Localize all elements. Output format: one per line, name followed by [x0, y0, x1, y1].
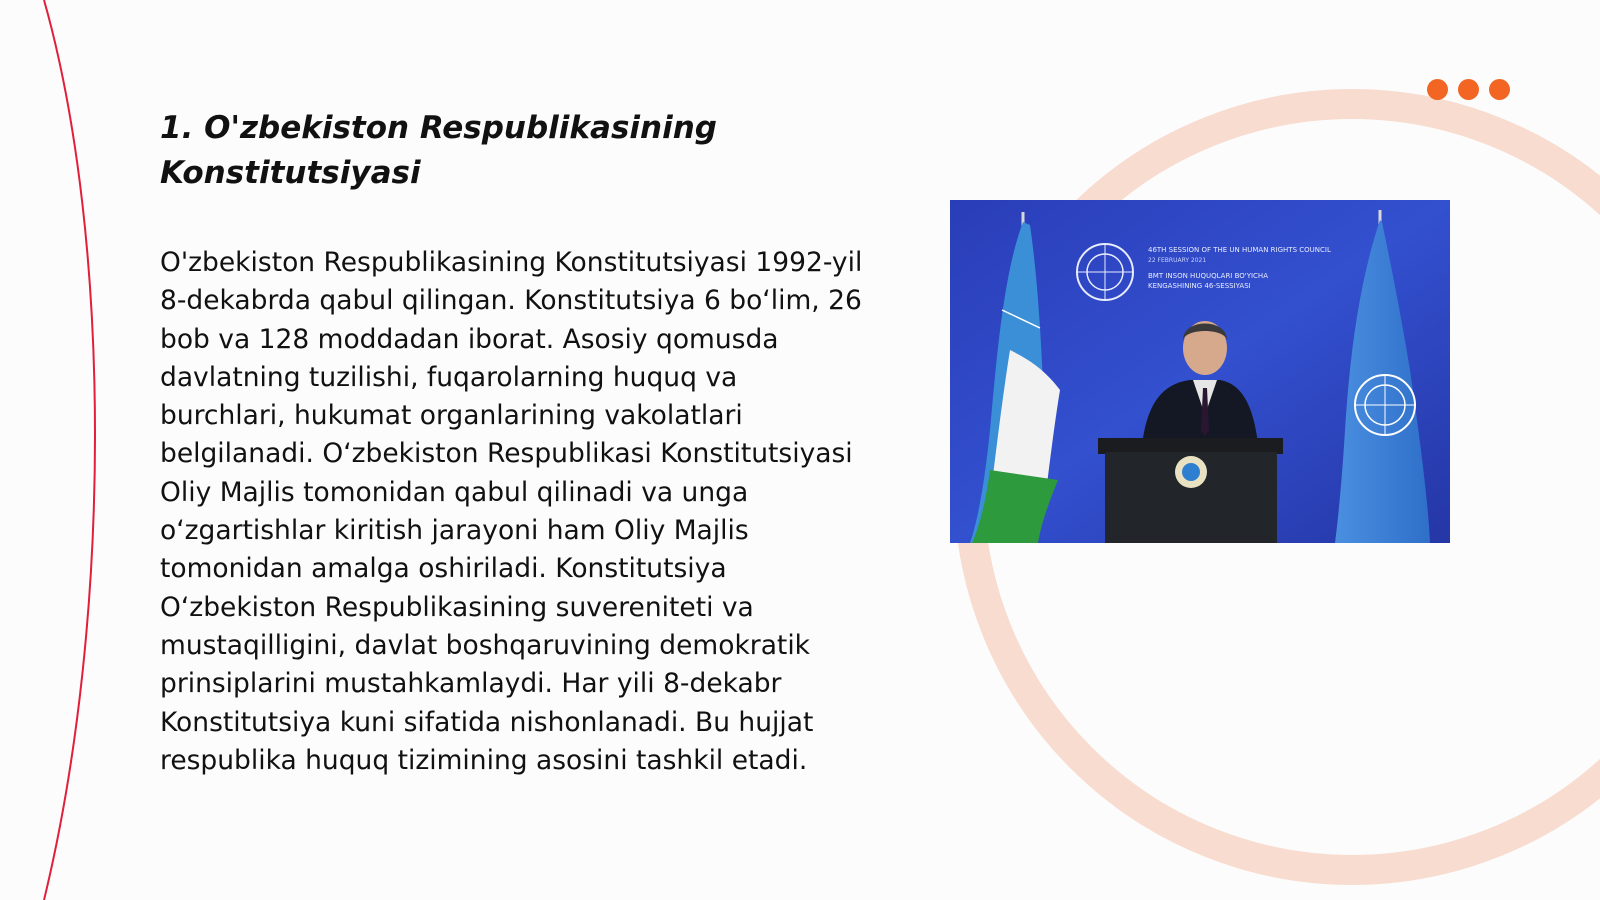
- un-emblem-icon: [1077, 244, 1133, 300]
- slide-body-text: O'zbekiston Respublikasining Konstitutsiyasi 1992-yil 8-dekabrda qabul qilingan. Konstitutsiya 6 bo‘lim, 26 bob va 128 moddadan iborat. Asosiy qomusda davlatning tuzilishi, fuqarolarning huquq va burchlari, hukumat organlarining vakolatlari belgilanadi. O‘zbekiston Respublikasi Konstitutsiyasi Oliy Majlis tomonidan qabul qilinadi va unga o‘zgartishlar kiritish jarayoni ham Oliy Majlis tomonidan amalga oshiriladi. Konstitutsiya O‘zbekiston Respublikasining suvereniteti va mustaqilligini, davlat boshqaruvining demokratik prinsiplarini mustahkamlaydi. Har yili 8-dekabr Konstitutsiya kuni sifatida nishonlanadi. Bu hujjat respublika huquq tizimining asosini tashkil etadi.: [160, 247, 863, 776]
- banner-line-1: 46TH SESSION OF THE UN HUMAN RIGHTS COUNCIL: [1148, 246, 1331, 254]
- more-dots-icon[interactable]: [1427, 79, 1510, 100]
- banner-line-2: 22 FEBRUARY 2021: [1148, 257, 1207, 264]
- podium: [1098, 438, 1283, 543]
- un-session-photo: [950, 200, 1450, 543]
- dot-2: [1458, 79, 1479, 100]
- dot-1: [1427, 79, 1448, 100]
- banner-line-3: BMT INSON HUQUQLARI BO'YICHA: [1148, 272, 1268, 280]
- dot-3: [1489, 79, 1510, 100]
- slide-title: 1. O'zbekiston Respublikasining Konstitutsiyasi: [160, 110, 717, 191]
- left-red-curve: [44, 0, 95, 900]
- banner-line-4: KENGASHINING 46-SESSIYASI: [1148, 282, 1251, 290]
